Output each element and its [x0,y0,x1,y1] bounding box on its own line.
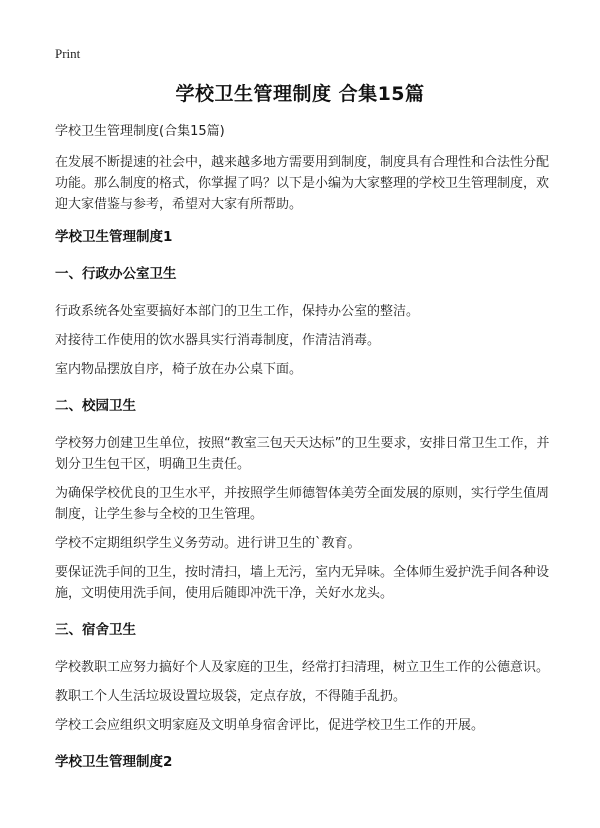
section-paragraph: 行政系统各处室要搞好本部门的卫生工作，保持办公室的整洁。 [55,304,420,319]
section-heading: 一、行政办公室卫生 [55,266,177,282]
section-paragraph: 学校教职工应努力搞好个人及家庭的卫生，经常打扫清理，树立卫生工作的公德意识。 [55,660,550,675]
section-paragraph: 教职工个人生活垃圾设置垃圾袋，定点存放，不得随手乱扔。 [55,689,407,704]
section-paragraph: 学校努力创建卫生单位，按照“教室三包天天达标”的卫生要求，安排日常卫生工作，并划分卫生包干区，明确卫生责任。 [55,436,550,472]
section-office [55,264,555,380]
section-heading: 二、校园卫生 [55,398,136,414]
section-paragraph: 学校不定期组织学生义务劳动。进行讲卫生的`教育。 [55,536,361,551]
section-dormitory [55,620,555,736]
section-paragraph: 对接待工作使用的饮水器具实行消毒制度，作清洁消毒。 [55,333,381,348]
doc1-heading: 学校卫生管理制度1 [55,229,173,245]
page-title: 学校卫生管理制度 合集15篇 [175,83,425,105]
section-paragraph: 为确保学校优良的卫生水平，并按照学生师德智体美劳全面发展的原则，实行学生值周制度，让学生参与全校的卫生管理。 [55,486,550,522]
document-body [55,121,555,789]
section-paragraph: 室内物品摆放自序，椅子放在办公桌下面。 [55,362,303,377]
section-paragraph: 要保证洗手间的卫生，按时清扫，墙上无污，室内无异味。全体师生爱护洗手间各种设施，文明使用洗手间，使用后随即冲洗干净，关好水龙头。 [55,565,550,601]
intro-paragraph: 在发展不断提速的社会中，越来越多地方需要用到制度，制度具有合理性和合法性分配功能。那么制度的格式，你掌握了吗？以下是小编为大家整理的学校卫生管理制度，欢迎大家借鉴与参考，希望对大家有所帮助。 [55,155,550,212]
section-heading: 三、宿舍卫生 [55,622,136,638]
section-paragraph: 学校工会应组织文明家庭及文明单身宿舍评比，促进学校卫生工作的开展。 [55,718,485,733]
document-subtitle: 学校卫生管理制度(合集15篇) [55,124,225,139]
section-campus [55,396,555,604]
print-label: Print [55,46,81,61]
doc2-heading: 学校卫生管理制度2 [55,754,173,770]
